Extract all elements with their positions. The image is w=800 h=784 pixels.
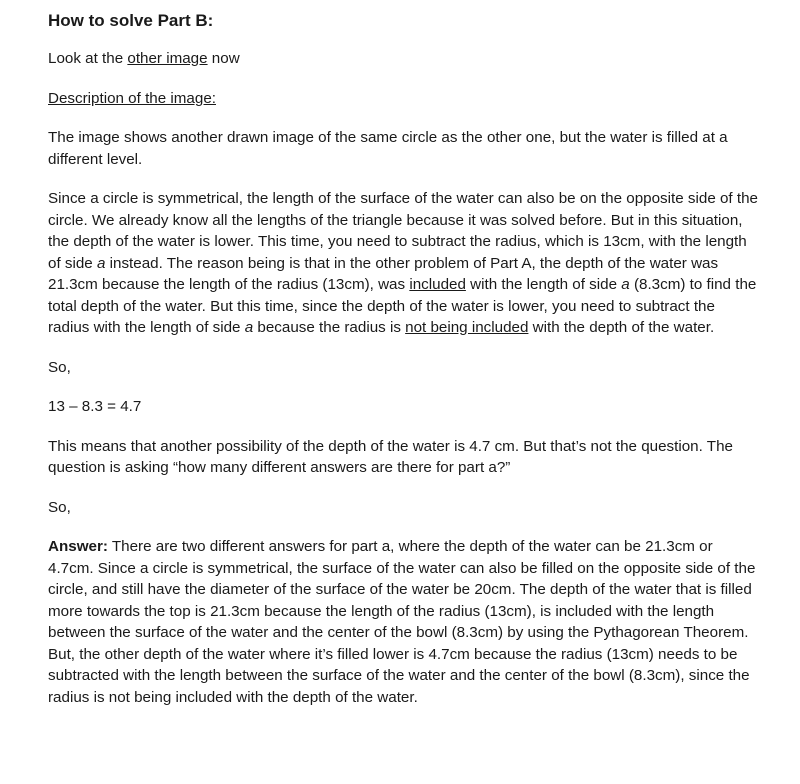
explanation-text: with the length of side xyxy=(465,276,622,293)
explanation-text: because the radius is xyxy=(253,319,406,336)
description-heading xyxy=(48,88,760,110)
instruction-text-after: now xyxy=(207,50,240,67)
so-label: So, xyxy=(48,358,71,376)
page-title: How to solve Part B: xyxy=(48,11,214,30)
so-label: So, xyxy=(48,498,71,516)
equation: 13 – 8.3 = 4.7 xyxy=(48,398,142,415)
answer-label: Answer: xyxy=(48,538,108,555)
description-paragraph: The image shows another drawn image of the same circle as the other one, but the water is filled at a different level. xyxy=(48,129,728,168)
explanation-text: Since a circle is symmetrical, the length of the surface of the water can also be on the opposite side of the circle. We already know all the lengths of the triangle because it was solved before. But in this situation, the depth of the water is lower. This time, you need to subtract the radius, which is 13cm, with the length of side xyxy=(48,190,758,272)
answer-paragraph xyxy=(48,536,760,708)
not-being-included-underlined: not being included xyxy=(405,319,529,336)
instruction-paragraph xyxy=(48,48,760,70)
side-a-italic: a xyxy=(96,254,106,272)
explanation-paragraph xyxy=(48,188,760,339)
answer-text: There are two different answers for part a, where the depth of the water can be 21.3cm or 4.7cm. Since a circle is symmetrical, the surface of the water can also be filled on the opposite side of the circle, and still have the diameter of the surface of the water be 20cm. The depth of the water that is filled more towards the top is 21.3cm because the length of the radius (13cm), is included with the length between the surface of the water and the center of the bowl (8.3cm) by using the Pythagorean Theorem. But, the other depth of the water where it’s filled lower is 4.7cm because the radius (13cm) needs to be subtracted with the length between the surface of the water and the center of the bowl (8.3cm), since the radius is not being included with the depth of the water. xyxy=(48,538,756,706)
other-image-link[interactable]: other image xyxy=(127,50,208,67)
included-underlined: included xyxy=(409,276,466,293)
side-a-italic: a xyxy=(244,319,254,336)
description-heading-text: Description of the image: xyxy=(48,89,216,107)
instruction-text-before: Look at the xyxy=(48,50,128,67)
side-a-italic: a xyxy=(621,276,630,293)
explanation-text: with the depth of the water. xyxy=(528,319,715,336)
explanation-text: (8.3cm) to find the total depth of the water. But this time, since the depth of the water is lower, you need to subtract the radius with the length of side xyxy=(48,276,757,336)
possibility-paragraph: This means that another possibility of the depth of the water is 4.7 cm. But that’s not the question. The question is asking “how many different answers are there for part a?” xyxy=(48,437,733,476)
explanation-text: instead. The reason being is that in the other problem of Part A, the depth of the water was 21.3cm because the length of the radius (13cm), was xyxy=(48,254,719,293)
